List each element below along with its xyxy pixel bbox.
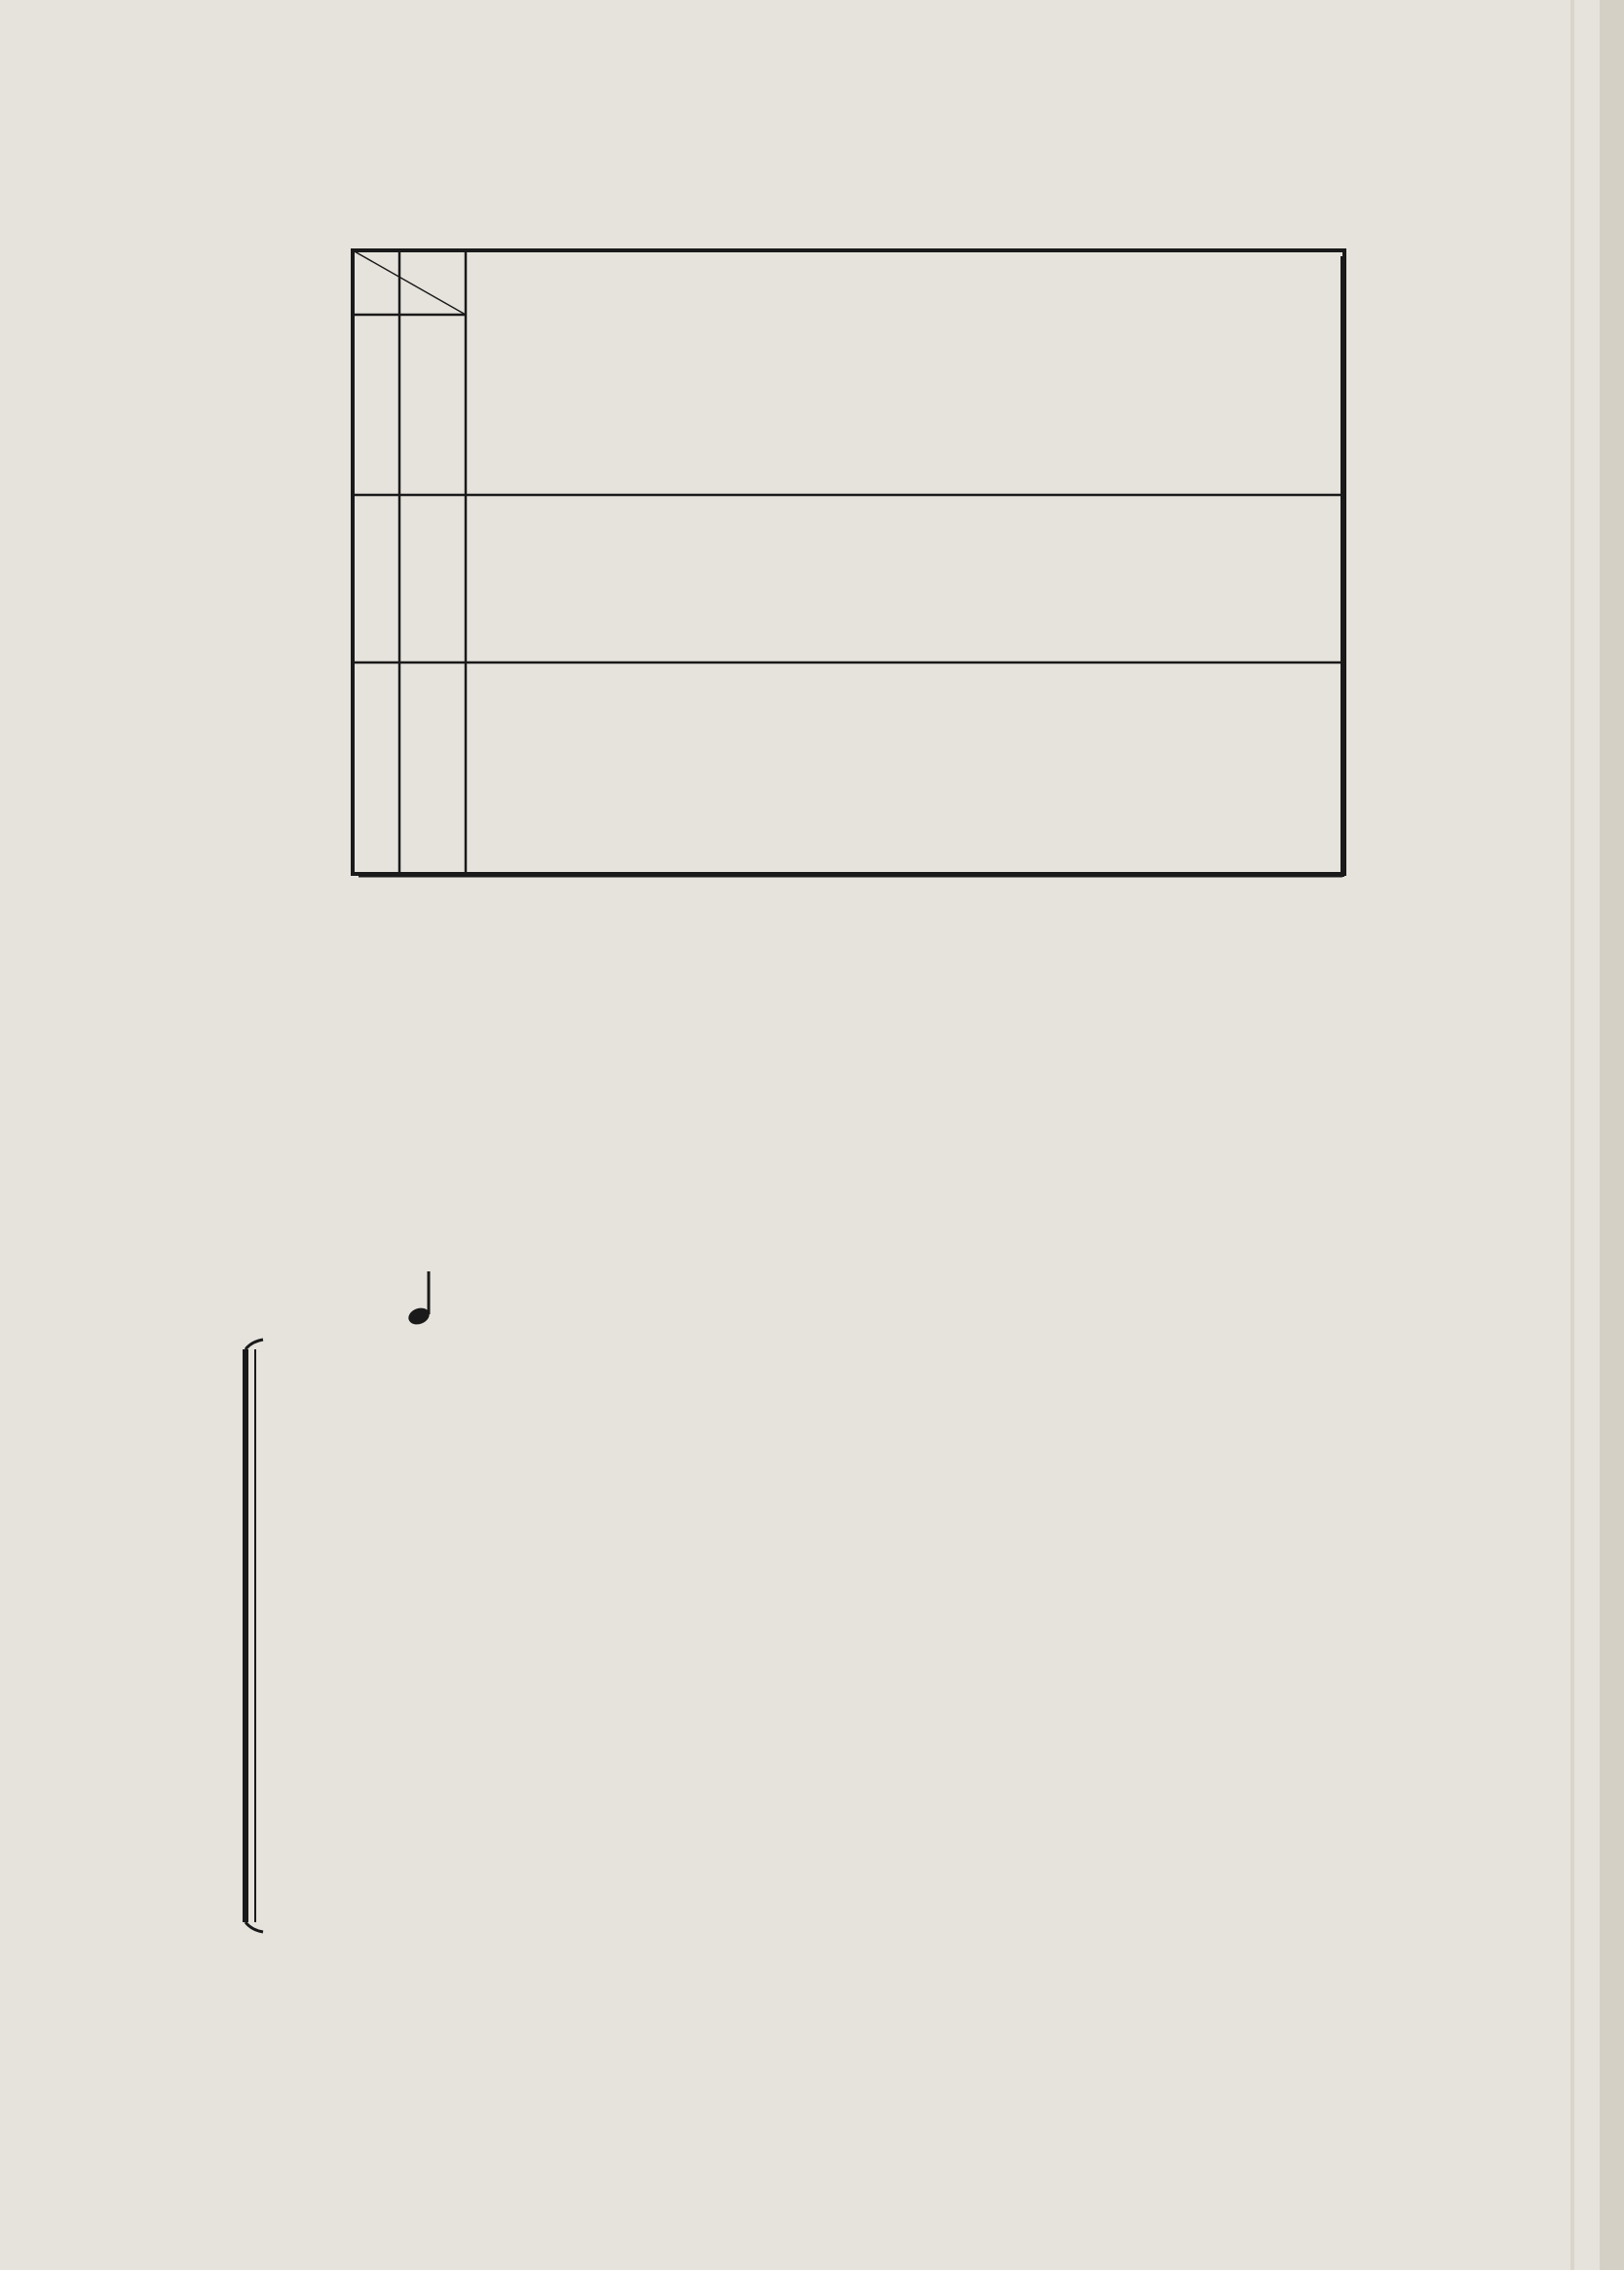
schema-frame [353,250,1344,874]
schema-header-diagonal [353,250,466,315]
page-edge [1600,0,1624,2270]
page-edge-shadow [1570,0,1574,2270]
tempo-marking [406,1271,432,1327]
system-bracket [245,1340,263,1932]
music-score [136,1252,1539,1953]
atitartine-schema [351,248,1349,879]
